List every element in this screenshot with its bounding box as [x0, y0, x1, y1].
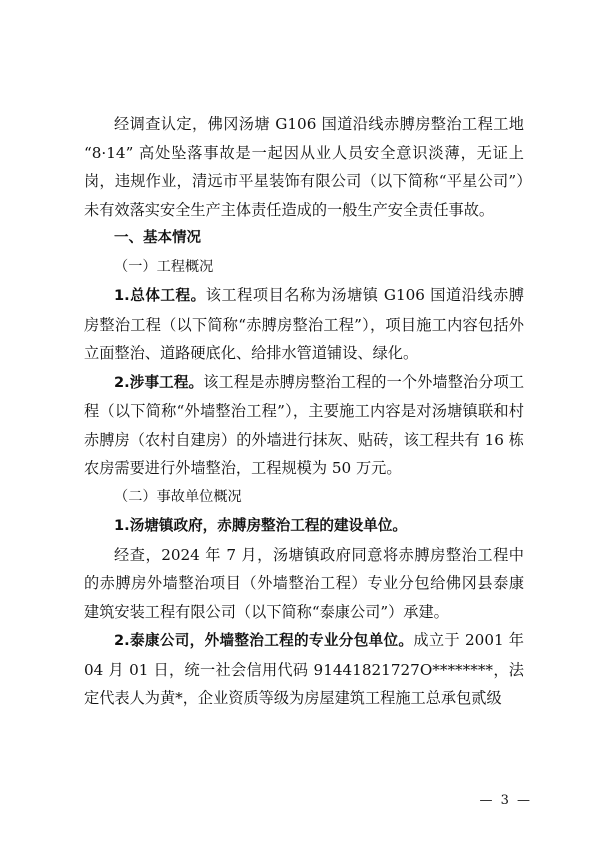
paragraph-overall-project: [84, 281, 524, 368]
label-involved-project: 2.涉事工程。: [114, 373, 204, 391]
paragraph-unit2: [84, 626, 524, 713]
text-overall-project: 该工程项目名称为汤塘镇 G106 国道沿线赤膊房整治工程（以下简称“赤膊房整治工程”），项目施工内容包括外立面整治、道路硬底化、给排水管道铺设、绿化。: [84, 286, 524, 362]
subsection-title-accident-units: （二）事故单位概况: [114, 488, 242, 505]
text-involved-project: 该工程是赤膊房整治工程的一个外墙整治分项工程（以下简称“外墙整治工程”），主要施工内容是对汤塘镇联和村赤膊房（农村自建房）的外墙进行抹灰、贴砖，该工程共有 16 栋农房需要进行外墙整治，工程规模为 50 万元。: [84, 372, 525, 477]
intro-paragraph: 经调查认定，佛冈汤塘 G106 国道沿线赤膊房整治工程工地 “8·14” 高处坠落事故是一起因从业人员安全意识淡薄，无证上岗，违规作业，清远市平星装饰有限公司（以下简称“平星公司”）未有效落实安全生产主体责任造成的一般生产安全责任事故。: [84, 115, 524, 219]
section-title-basic-info: 一、基本情况: [114, 230, 201, 246]
paragraph-unit1-title: [84, 511, 524, 541]
page-number: — 3 —: [479, 793, 532, 808]
text-taikang-company: 成立于 2001 年 04 月 01 日，统一社会信用代码 91441821727O********，法定代表人为黄*，企业资质等级为房屋建筑工程施工总承包贰级: [84, 631, 524, 707]
paragraph-involved-project: [84, 368, 524, 483]
subsection-title-project-overview: （一）工程概况: [114, 258, 214, 275]
label-tangtang-government: 1.汤塘镇政府，赤膊房整治工程的建设单位。: [114, 517, 407, 534]
paragraph-unit1-text: 经查，2024 年 7 月，汤塘镇政府同意将赤膊房整治工程中的赤膊房外墙整治项目（外墙整治工程）专业分包给佛冈县泰康建筑安装工程有限公司（以下简称“泰康公司”）承建。: [84, 545, 524, 621]
document-body: [84, 110, 524, 713]
label-taikang-company: 2.泰康公司，外墙整治工程的专业分包单位。: [114, 632, 414, 649]
label-overall-project: 1.总体工程。: [114, 287, 206, 304]
